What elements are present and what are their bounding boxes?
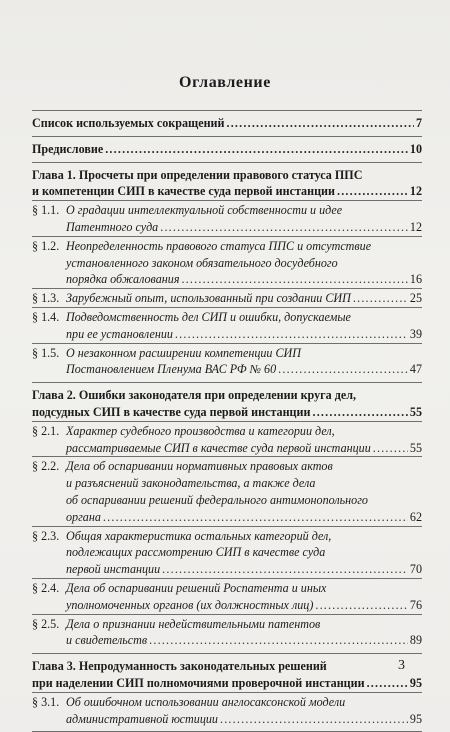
toc-chapter-3: [32, 654, 422, 731]
divider: [32, 421, 422, 422]
section-number: § 1.5.: [32, 345, 60, 360]
entry-text: рассматриваемые СИП в качестве суда первой инстанции: [66, 440, 371, 455]
section-number: § 1.4.: [32, 309, 60, 324]
toc-entry-chapter-1[interactable]: [32, 167, 422, 201]
entry-text: Подведомственность дел СИП и ошибки, допускаемые: [66, 309, 351, 324]
section-number: § 1.2.: [32, 238, 60, 253]
section-number: § 2.1.: [32, 423, 60, 438]
entry-page: 95: [409, 711, 422, 726]
entry-page: 25: [409, 291, 422, 306]
entry-text: Неопределенность правового статуса ППС и отсутствие: [66, 238, 372, 253]
section-number: § 2.2.: [32, 459, 60, 474]
entry-text: Дела об оспаривании решений Роспатента и иных: [66, 580, 327, 595]
entry-text: Глава 3. Непродуманность законодательных решений: [32, 659, 327, 674]
entry-text: установленного законом обязательного досудебного: [66, 255, 338, 270]
toc-entry-2-3[interactable]: [32, 528, 422, 578]
entry-text: Зарубежный опыт, использованный при создании СИП: [66, 291, 351, 306]
leader-dots: [373, 440, 408, 457]
leader-dots: [175, 326, 408, 343]
toc-entry-2-1[interactable]: [32, 423, 422, 457]
leader-dots: [181, 271, 407, 288]
entry-text: Глава 1. Просчеты при определении правового статуса ППС: [32, 167, 363, 182]
toc-entry-3-1[interactable]: [32, 694, 422, 728]
entry-text: органа: [66, 509, 101, 524]
divider: [32, 288, 422, 289]
entry-text: подлежащих рассмотрению СИП в качестве суда: [66, 545, 326, 560]
entry-text: Постановлением Пленума ВАС РФ № 60: [66, 362, 277, 377]
divider: [32, 200, 422, 201]
entry-text: Список используемых сокращений: [32, 116, 225, 130]
leader-dots: [315, 597, 408, 614]
section-number: § 3.1.: [32, 694, 60, 709]
leader-dots: [149, 632, 408, 649]
entry-page: 10: [409, 141, 422, 156]
leader-dots: [367, 675, 408, 692]
toc-chapter-2: [32, 383, 422, 653]
entry-text: Об ошибочном использовании англосаксонской модели: [66, 694, 346, 709]
page-number: 3: [398, 658, 405, 673]
toc-entry-1-2[interactable]: [32, 238, 422, 288]
entry-text: Дела о признании недействительными патентов: [66, 616, 321, 631]
leader-dots: [226, 115, 413, 132]
leader-dots: [162, 561, 408, 578]
entry-text: об оспаривании решений федерального антимонопольного: [66, 492, 368, 507]
divider: [32, 307, 422, 308]
entry-text: при наделении СИП полномочиями проверочной инстанции: [32, 675, 365, 690]
section-number: § 1.3.: [32, 291, 60, 306]
entry-page: 47: [409, 362, 422, 377]
divider: [32, 692, 422, 693]
toc-chapter-1: [32, 163, 422, 383]
entry-text: порядка обжалования: [66, 272, 180, 287]
entry-page: 62: [409, 509, 422, 524]
leader-dots: [103, 509, 408, 526]
entry-text: и разъяснений законодательства, а также дела: [66, 476, 316, 491]
divider: [32, 456, 422, 457]
entry-text: Предисловие: [32, 141, 104, 156]
toc-entry-1-3[interactable]: [32, 290, 422, 307]
toc-entry-1-5[interactable]: [32, 345, 422, 379]
entry-page: 76: [409, 597, 422, 612]
leader-dots: [105, 141, 408, 158]
table-of-contents: [32, 110, 422, 732]
entry-page: 39: [409, 326, 422, 341]
entry-page: 95: [409, 675, 422, 690]
divider: [32, 526, 422, 527]
entry-page: 12: [409, 219, 422, 234]
divider: [32, 614, 422, 615]
entry-text: Патентного суда: [66, 219, 159, 234]
divider: [32, 578, 422, 579]
toc-entry-chapter-3[interactable]: [32, 658, 422, 692]
toc-entry-2-5[interactable]: [32, 616, 422, 650]
entry-text: и свидетельств: [66, 633, 148, 648]
section-number: § 2.4.: [32, 580, 60, 595]
entry-text: О градации интеллектуальной собственности и идее: [66, 203, 343, 218]
toc-entry-abbreviations[interactable]: [32, 111, 422, 136]
entry-text: О незаконном расширении компетенции СИП: [66, 345, 302, 360]
section-number: § 2.5.: [32, 616, 60, 631]
entry-page: 89: [409, 633, 422, 648]
toc-entry-1-4[interactable]: [32, 309, 422, 343]
leader-dots: [337, 183, 408, 200]
entry-page: 7: [415, 116, 422, 130]
entry-text: подсудных СИП в качестве суда первой инстанции: [32, 404, 311, 419]
leader-dots: [312, 404, 407, 421]
entry-text: Общая характеристика остальных категорий дел,: [66, 528, 332, 543]
toc-entry-chapter-2[interactable]: [32, 387, 422, 421]
entry-page: 70: [409, 562, 422, 577]
toc-entry-1-1[interactable]: [32, 202, 422, 236]
leader-dots: [353, 290, 408, 307]
entry-text: и компетенции СИП в качестве суда первой инстанции: [32, 184, 335, 199]
entry-page: 55: [409, 404, 422, 419]
leader-dots: [160, 219, 408, 236]
divider: [32, 236, 422, 237]
entry-text: Дела об оспаривании нормативных правовых актов: [66, 459, 333, 474]
toc-entry-2-2[interactable]: [32, 458, 422, 525]
section-number: § 1.1.: [32, 203, 60, 218]
entry-text: при ее установлении: [66, 326, 173, 341]
entry-text: уполномоченных органов (их должностных лиц): [66, 597, 314, 612]
entry-text: первой инстанции: [66, 562, 161, 577]
leader-dots: [220, 711, 408, 728]
entry-text: Характер судебного производства и категории дел,: [66, 423, 335, 438]
entry-text: Глава 2. Ошибки законодателя при определении круга дел,: [32, 388, 357, 403]
entry-page: 16: [409, 272, 422, 287]
toc-title: Оглавление: [179, 74, 271, 91]
entry-page: 12: [409, 184, 422, 199]
leader-dots: [278, 361, 408, 378]
toc-entry-2-4[interactable]: [32, 580, 422, 614]
section-number: § 2.3.: [32, 528, 60, 543]
entry-text: административной юстиции: [66, 711, 218, 726]
divider: [32, 343, 422, 344]
toc-entry-preface[interactable]: [32, 137, 422, 162]
entry-page: 55: [409, 440, 422, 455]
